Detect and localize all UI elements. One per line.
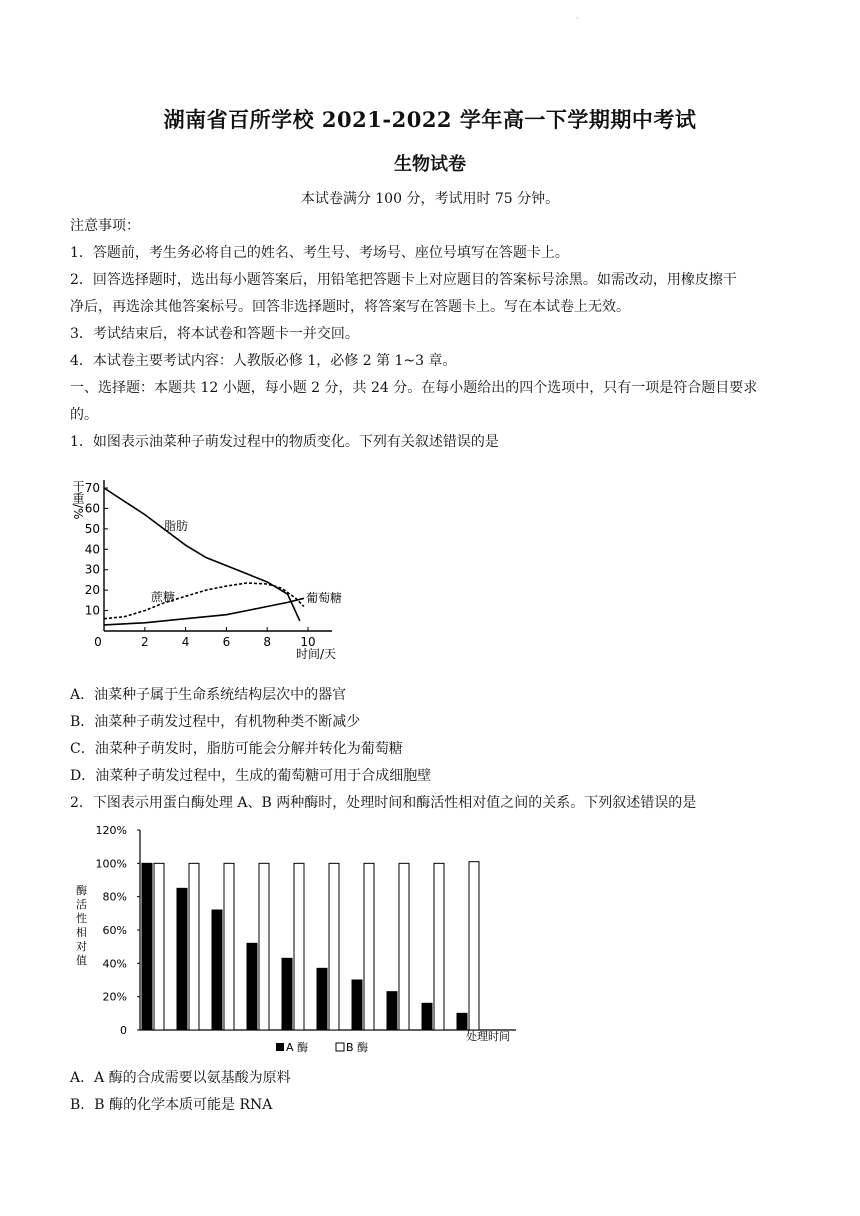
- bar-enzyme-b: [364, 863, 374, 1030]
- x-axis-label-2: 处理时间: [466, 1030, 510, 1043]
- bar-enzyme-b: [224, 863, 234, 1030]
- bar-enzyme-a: [422, 1003, 432, 1030]
- x-tick-label: 0: [94, 635, 102, 649]
- note-4: 4．本试卷主要考试内容：人教版必修 1，必修 2 第 1~3 章。: [70, 353, 457, 369]
- y-tick-label: 30: [84, 562, 100, 577]
- bar-enzyme-a: [317, 968, 327, 1030]
- page-title: 湖南省百所学校 2021-2022 学年高一下学期期中考试: [163, 107, 697, 132]
- bar-enzyme-a: [457, 1013, 467, 1030]
- bar-enzyme-b: [434, 863, 444, 1030]
- y-tick-label-2: 120%: [95, 824, 127, 837]
- bar-enzyme-a: [282, 958, 292, 1030]
- q2-option-a: A．A 酶的合成需要以氨基酸为原料: [70, 1070, 291, 1086]
- y-tick-label-2: 80%: [102, 890, 127, 904]
- series-label-sucrose: 蔗糖: [151, 590, 176, 604]
- y-tick-label: 20: [84, 583, 100, 598]
- note-2: 2．回答选择题时，选出每小题答案后，用铅笔把答题卡上对应题目的答案标号涂黑。如需改动，用橡皮擦干: [70, 272, 737, 288]
- bar-enzyme-b: [189, 863, 199, 1030]
- question-2-stem: 2．下图表示用蛋白酶处理 A、B 两种酶时，处理时间和酶活性相对值之间的关系。下列叙述错误的是: [70, 795, 697, 811]
- bar-enzyme-b: [329, 863, 339, 1030]
- note-3: 3．考试结束后，将本试卷和答题卡一并交回。: [70, 326, 359, 342]
- bar-enzyme-b: [294, 863, 304, 1030]
- series-label-fat: 脂肪: [164, 519, 189, 533]
- legend-swatch-a: [276, 1043, 284, 1051]
- q1-option-c: C．油菜种子萌发时，脂肪可能会分解并转化为葡萄糖: [70, 741, 403, 757]
- question-1-stem: 1．如图表示油菜种子萌发过程中的物质变化。下列有关叙述错误的是: [70, 434, 499, 450]
- header-mark: ·: [576, 14, 579, 23]
- y-axis-label-2: 酶活性相对值: [76, 884, 87, 967]
- note-2-cont: 净后，再选涂其他答案标号。回答非选择题时，将答案写在答题卡上。写在本试卷上无效。: [70, 299, 630, 315]
- x-tick-label: 10: [300, 635, 316, 649]
- y-tick-label-2: 40%: [102, 957, 127, 971]
- bar-enzyme-a: [352, 980, 362, 1030]
- x-tick-label: 6: [222, 635, 231, 649]
- x-tick-label: 4: [181, 635, 190, 649]
- bar-enzyme-a: [177, 888, 187, 1030]
- x-tick-label: 8: [263, 635, 272, 649]
- y-tick-label-2: 100%: [95, 857, 127, 871]
- notes-heading: 注意事项：: [70, 218, 140, 234]
- section-heading-cont: 的。: [70, 407, 98, 423]
- exam-info: 本试卷满分 100 分，考试用时 75 分钟。: [300, 191, 560, 207]
- bar-enzyme-a: [247, 943, 257, 1030]
- bar-enzyme-a: [387, 992, 397, 1030]
- y-tick-label-2: 0: [120, 1024, 127, 1037]
- y-tick-label-2: 20%: [102, 990, 127, 1004]
- bar-enzyme-a: [142, 863, 152, 1030]
- q1-option-a: A．油菜种子属于生命系统结构层次中的器官: [70, 687, 347, 703]
- y-tick-label: 10: [84, 603, 100, 618]
- sucrose-line: [104, 583, 304, 619]
- y-tick-label-2: 60%: [102, 924, 127, 937]
- page-subtitle: 生物试卷: [394, 154, 466, 175]
- seed-germination-chart: [68, 468, 358, 668]
- y-axis-label-1: 干重/%: [71, 480, 85, 520]
- y-tick-label: 40: [84, 542, 100, 557]
- q1-option-d: D．油菜种子萌发过程中，生成的葡萄糖可用于合成细胞壁: [70, 768, 432, 784]
- x-axis-label: 时间/天: [296, 647, 337, 661]
- bar-enzyme-b: [399, 863, 409, 1030]
- bar-enzyme-b: [259, 863, 269, 1030]
- bar-enzyme-b: [154, 863, 164, 1030]
- y-tick-label: 50: [84, 521, 100, 536]
- note-1: 1．答题前，考生务必将自己的姓名、考生号、考场号、座位号填写在答题卡上。: [70, 245, 569, 261]
- bar-enzyme-b: [469, 862, 479, 1030]
- q1-option-b: B．油菜种子萌发过程中，有机物种类不断减少: [70, 714, 361, 730]
- legend-label-a: A 酶: [286, 1041, 309, 1054]
- x-tick-label: 2: [140, 635, 149, 649]
- fat-line: [104, 488, 300, 621]
- section-heading: 一、选择题：本题共 12 小题，每小题 2 分，共 24 分。在每小题给出的四个选项中，只有一项是符合题目要求: [70, 380, 758, 396]
- q2-option-b: B．B 酶的化学本质可能是 RNA: [70, 1097, 273, 1113]
- legend-swatch-b: [336, 1043, 344, 1051]
- legend-label-b: B 酶: [346, 1041, 369, 1054]
- bar-enzyme-a: [212, 910, 222, 1030]
- y-tick-label: 70: [84, 481, 100, 495]
- glucose-line: [104, 598, 304, 625]
- enzyme-activity-chart: [70, 818, 530, 1063]
- y-tick-label: 60: [84, 501, 100, 516]
- series-label-glucose: 葡萄糖: [306, 591, 343, 605]
